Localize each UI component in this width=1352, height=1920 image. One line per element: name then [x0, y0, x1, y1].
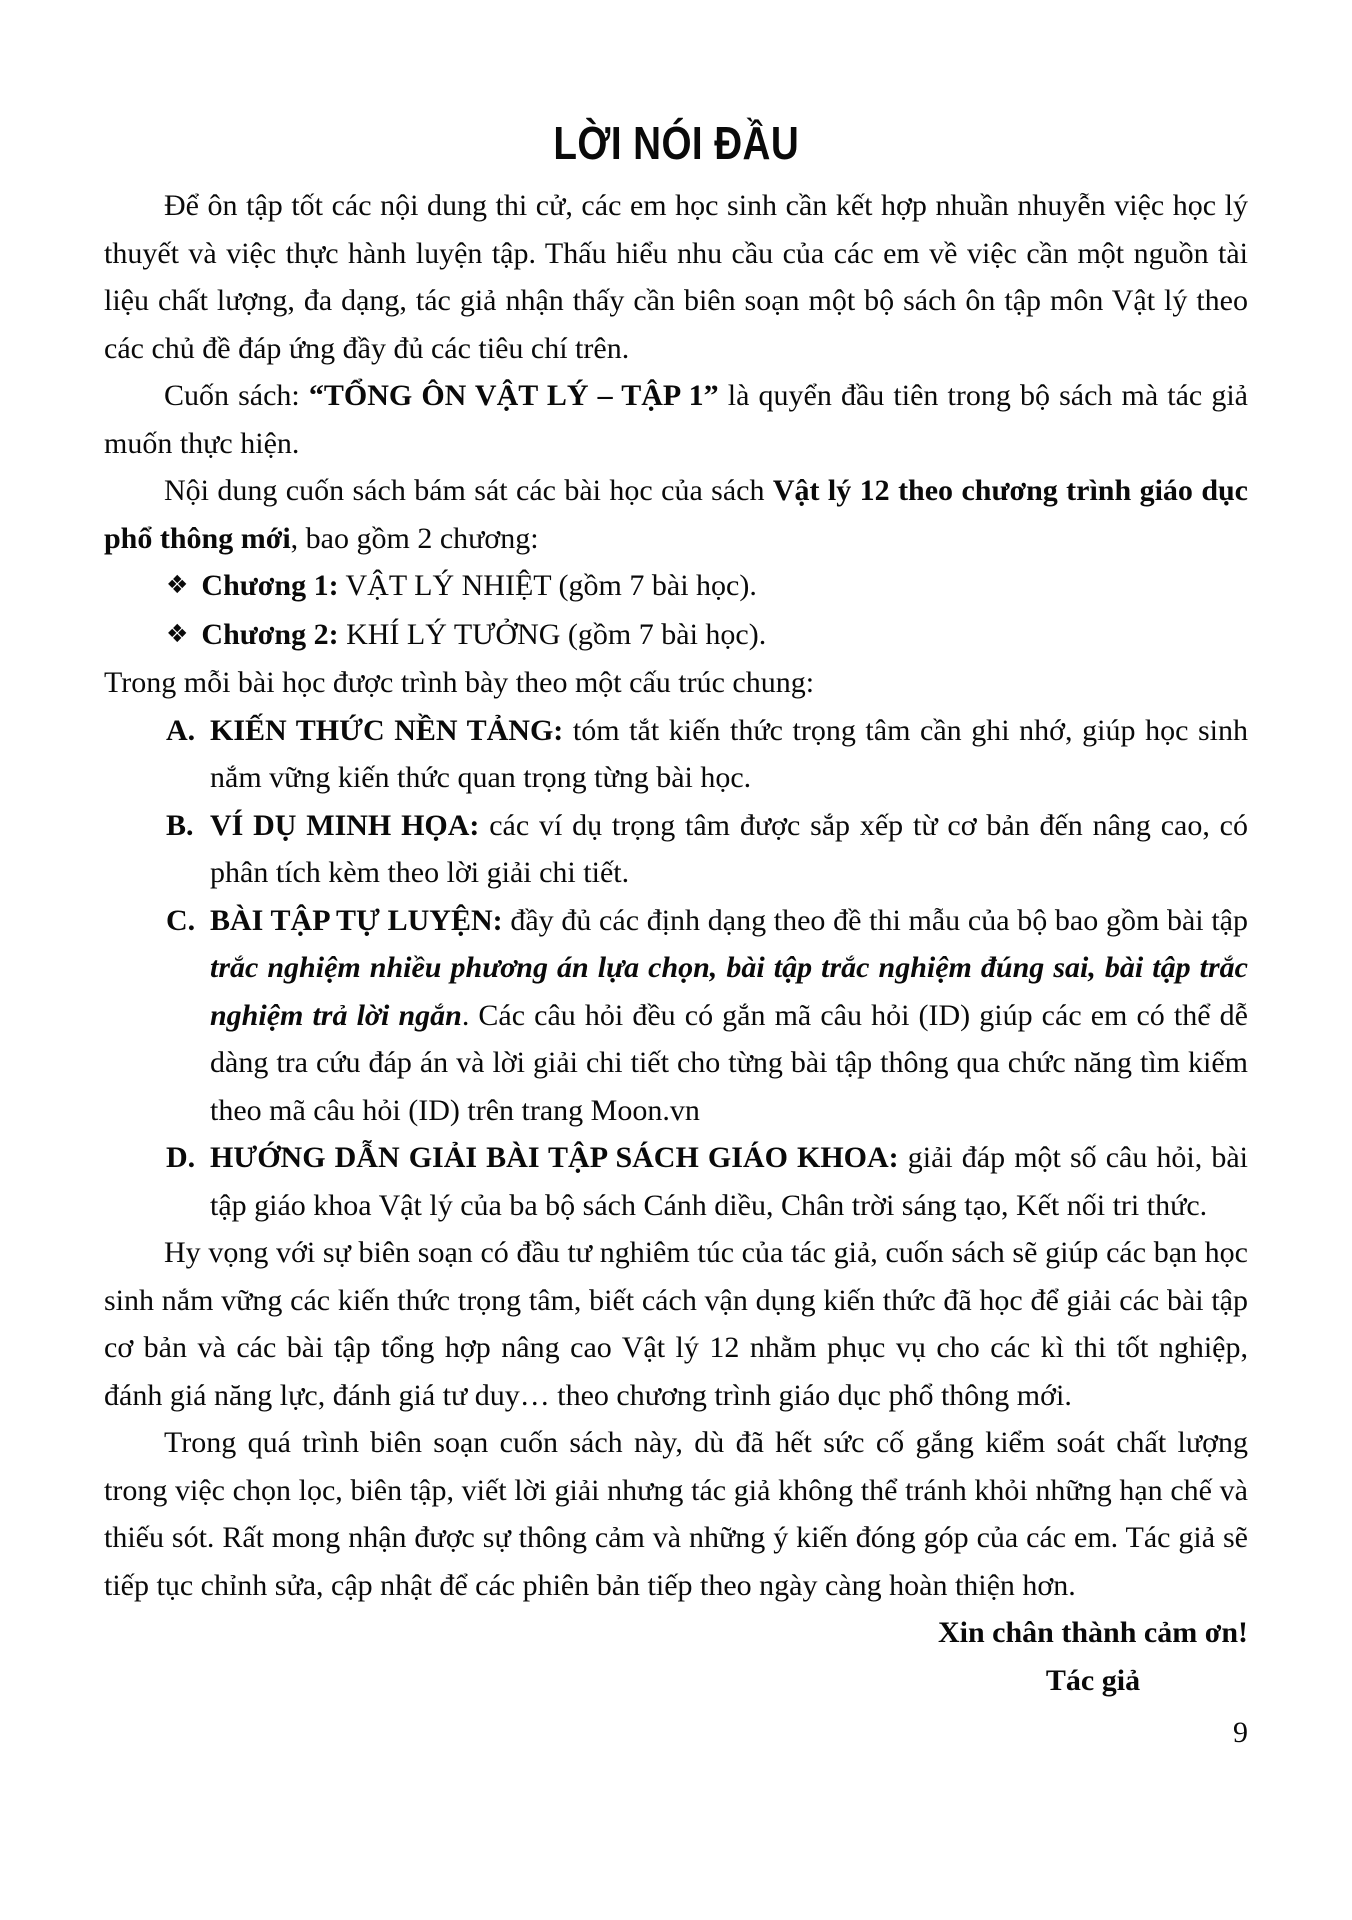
section-a-label: A.	[166, 713, 196, 747]
outro-apology-text: Trong quá trình biên soạn cuốn sách này, dù đã hết sức cố gắng kiểm soát chất lượng trong việc chọn lọc, biên tập, viết lời giải nhưng tác giả không thể tránh khỏi những hạn chế và thiếu sót. Rất mong nhận được sự thông cảm và những ý kiến đóng góp của các em. Tác giả sẽ tiếp tục chỉnh sửa, cập nhật để các phiên bản tiếp theo ngày càng hoàn thiện hơn.	[104, 1426, 1248, 1602]
closing-author: Tác giả	[1045, 1663, 1141, 1697]
intro-paragraph-1	[104, 182, 1248, 372]
intro-paragraph-3-post: , bao gồm 2 chương:	[290, 521, 539, 555]
chapter-2-text: KHÍ LÝ TƯỞNG (gồm 7 bài học).	[338, 617, 767, 651]
intro-paragraph-3	[104, 467, 1248, 562]
curriculum-bold: Vật lý 12 theo chương trình giáo dục phổ thông mới	[104, 474, 1248, 555]
section-c-text-2: . Các câu hỏi đều có gắn mã câu hỏi (ID) giúp các em có thể dễ dàng tra cứu đáp án và lời giải chi tiết cho từng bài tập thông qua chức năng tìm kiếm theo mã câu hỏi (ID) trên trang Moon.vn	[210, 998, 1248, 1127]
page-number-text: 9	[1233, 1716, 1248, 1749]
section-d-title: HƯỚNG DẪN GIẢI BÀI TẬP SÁCH GIÁO KHOA:	[210, 1141, 899, 1174]
intro-paragraph-2-pre: Cuốn sách:	[164, 379, 309, 412]
chapter-1-label: Chương 1:	[201, 569, 339, 602]
outro-hope-paragraph	[104, 1229, 1248, 1419]
intro-paragraph-1-text: Để ôn tập tốt các nội dung thi cử, các em học sinh cần kết hợp nhuần nhuyễn việc học lý thuyết và việc thực hành luyện tập. Thấu hiểu nhu cầu của các em về việc cần một nguồn tài liệu chất lượng, đa dạng, tác giả nhận thấy cần biên soạn một bộ sách ôn tập môn Vật lý theo các chủ đề đáp ứng đầy đủ các tiêu chí trên.	[104, 189, 1248, 365]
page-title	[104, 0, 1248, 168]
section-d-text: giải đáp một số câu hỏi, bài tập giáo khoa Vật lý của ba bộ sách Cánh diều, Chân trời sáng tạo, Kết nối tri thức.	[210, 1141, 1248, 1222]
section-item-a	[104, 707, 1248, 802]
section-item-d	[104, 1134, 1248, 1229]
chapter-1-text: VẬT LÝ NHIỆT (gồm 7 bài học).	[338, 569, 757, 602]
section-item-c	[104, 897, 1248, 1135]
section-a-text: tóm tắt kiến thức trọng tâm cần ghi nhớ, giúp học sinh nắm vững kiến thức quan trọng từng bài học.	[210, 713, 1248, 794]
page-title-text: LỜI NÓI ĐẦU	[553, 117, 799, 169]
chapter-item-1	[104, 562, 1248, 611]
structure-intro-text: Trong mỗi bài học được trình bày theo một cấu trúc chung:	[104, 666, 815, 699]
section-c-title: BÀI TẬP TỰ LUYỆN:	[210, 903, 503, 937]
section-b-label: B.	[166, 808, 194, 842]
section-c-italic-text: trắc nghiệm nhiều phương án lựa chọn, bài tập trắc nghiệm đúng sai, bài tập trắc nghiệm trả lời ngắn	[210, 951, 1248, 1032]
intro-paragraph-2-post: là quyển đầu tiên trong bộ sách mà tác giả muốn thực hiện.	[104, 379, 1248, 460]
chapter-item-2	[104, 611, 1248, 660]
diamond-bullet-icon: ❖	[166, 618, 189, 648]
book-name-bold: “TỔNG ÔN VẬT LÝ – TẬP 1”	[308, 379, 719, 412]
diamond-bullet-icon: ❖	[166, 570, 189, 599]
section-b-text: các ví dụ trọng tâm được sắp xếp từ cơ bản đến nâng cao, có phân tích kèm theo lời giải chi tiết.	[210, 808, 1248, 889]
section-item-b	[104, 802, 1248, 897]
intro-paragraph-2	[104, 372, 1248, 467]
closing-block	[938, 1609, 1248, 1704]
section-c-text-1: đầy đủ các định dạng theo đề thi mẫu của bộ bao gồm bài tập	[502, 903, 1248, 937]
chapter-2-label: Chương 2:	[201, 617, 339, 651]
intro-paragraph-3-pre: Nội dung cuốn sách bám sát các bài học của sách	[164, 474, 773, 507]
outro-apology-paragraph	[104, 1419, 1248, 1609]
section-a-title: KIẾN THỨC NỀN TẢNG:	[210, 713, 564, 747]
closing-thanks: Xin chân thành cảm ơn!	[937, 1616, 1248, 1649]
section-c-label: C.	[166, 903, 196, 937]
outro-hope-text: Hy vọng với sự biên soạn có đầu tư nghiêm túc của tác giả, cuốn sách sẽ giúp các bạn học sinh nắm vững các kiến thức trọng tâm, biết cách vận dụng kiến thức đã học để giải các bài tập cơ bản và các bài tập tổng hợp nâng cao Vật lý 12 nhằm phục vụ cho các kì thi tốt nghiệp, đánh giá năng lực, đánh giá tư duy… theo chương trình giáo dục phổ thông mới.	[104, 1236, 1248, 1412]
structure-intro	[104, 659, 1248, 707]
section-d-label: D.	[166, 1141, 196, 1174]
page-number	[104, 1709, 1248, 1757]
section-b-title: VÍ DỤ MINH HỌA:	[210, 808, 480, 842]
